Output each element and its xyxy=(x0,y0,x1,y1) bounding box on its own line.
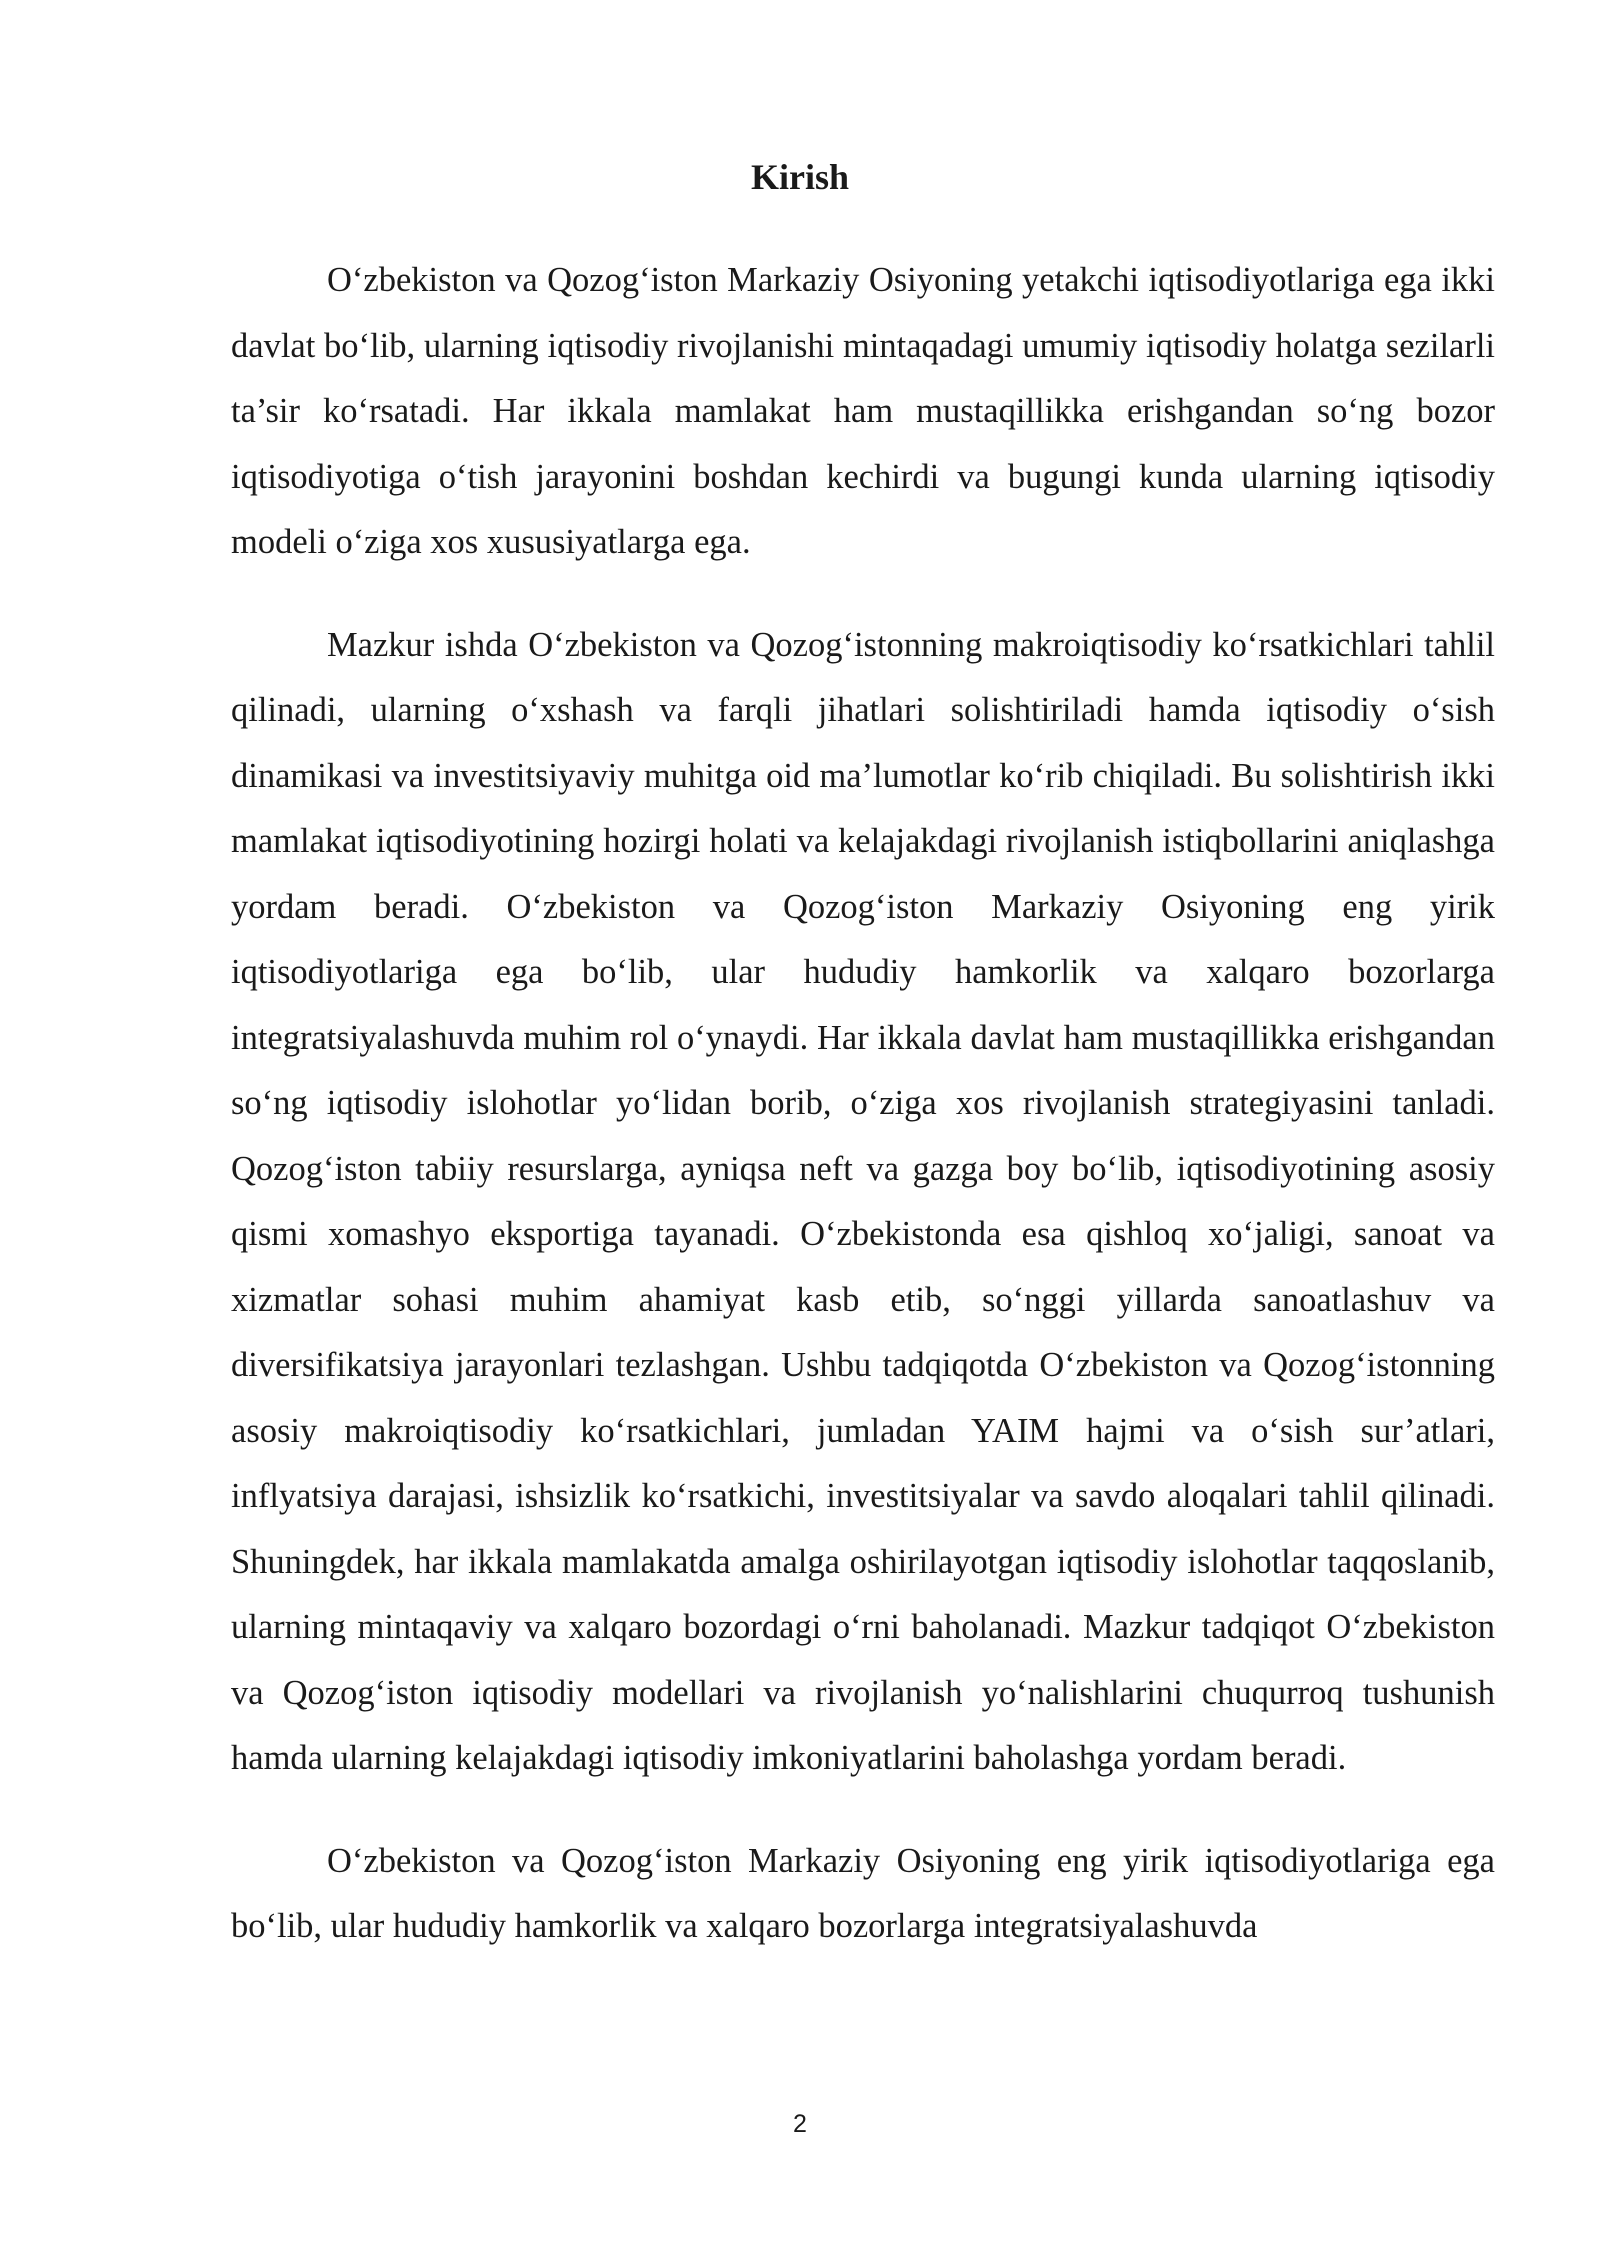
body-text xyxy=(231,248,1495,1997)
paragraph-2: Mazkur ishda O‘zbekiston va Qozog‘istonning makroiqtisodiy ko‘rsatkichlari tahlil qilinadi, ularning o‘xshash va farqli jihatlari solishtiriladi hamda iqtisodiy o‘sish dinamikasi va investitsiyaviy muhitga oid ma’lumotlar ko‘rib chiqiladi. Bu solishtirish ikki mamlakat iqtisodiyotining hozirgi holati va kelajakdagi rivojlanish istiqbollarini aniqlashga yordam beradi. O‘zbekiston va Qozog‘iston Markaziy Osiyoning eng yirik iqtisodiyotlariga ega bo‘lib, ular hududiy hamkorlik va xalqaro bozorlarga integratsiyalashuvda muhim rol o‘ynaydi. Har ikkala davlat ham mustaqillikka erishgandan so‘ng iqtisodiy islohotlar yo‘lidan borib, o‘ziga xos rivojlanish strategiyasini tanladi. Qozog‘iston tabiiy resurslarga, ayniqsa neft va gazga boy bo‘lib, iqtisodiyotining asosiy qismi xomashyo eksportiga tayanadi. O‘zbekistonda esa qishloq xo‘jaligi, sanoat va xizmatlar sohasi muhim ahamiyat kasb etib, so‘nggi yillarda sanoatlashuv va diversifikatsiya jarayonlari tezlashgan. Ushbu tadqiqotda O‘zbekiston va Qozog‘istonning asosiy makroiqtisodiy ko‘rsatkichlari, jumladan YAIM hajmi va o‘sish sur’atlari, inflyatsiya darajasi, ishsizlik ko‘rsatkichi, investitsiyalar va savdo aloqalari tahlil qilinadi. Shuningdek, har ikkala mamlakatda amalga oshirilayotgan iqtisodiy islohotlar taqqoslanib, ularning mintaqaviy va xalqaro bozordagi o‘rni baholanadi. Mazkur tadqiqot O‘zbekiston va Qozog‘iston iqtisodiy modellari va rivojlanish yo‘nalishlarini chuqurroq tushunish hamda ularning kelajakdagi iqtisodiy imkoniyatlarini baholashga yordam beradi. xyxy=(231,625,1495,1777)
section-heading: Kirish xyxy=(750,157,849,197)
paragraph-1: O‘zbekiston va Qozog‘iston Markaziy Osiyoning yetakchi iqtisodiyotlariga ega ikki davlat bo‘lib, ularning iqtisodiy rivojlanishi mintaqadagi umumiy iqtisodiy holatga sezilarli ta’sir ko‘rsatadi. Har ikkala mamlakat ham mustaqillikka erishgandan so‘ng bozor iqtisodiyotiga o‘tish jarayonini boshdan kechirdi va bugungi kunda ularning iqtisodiy modeli o‘ziga xos xususiyatlarga ega. xyxy=(231,261,1495,561)
page-number: 2 xyxy=(793,2110,807,2138)
paragraph-3: O‘zbekiston va Qozog‘iston Markaziy Osiyoning eng yirik iqtisodiyotlariga ega bo‘lib, ular hududiy hamkorlik va xalqaro bozorlarga integratsiyalashuvda xyxy=(231,1841,1495,1945)
